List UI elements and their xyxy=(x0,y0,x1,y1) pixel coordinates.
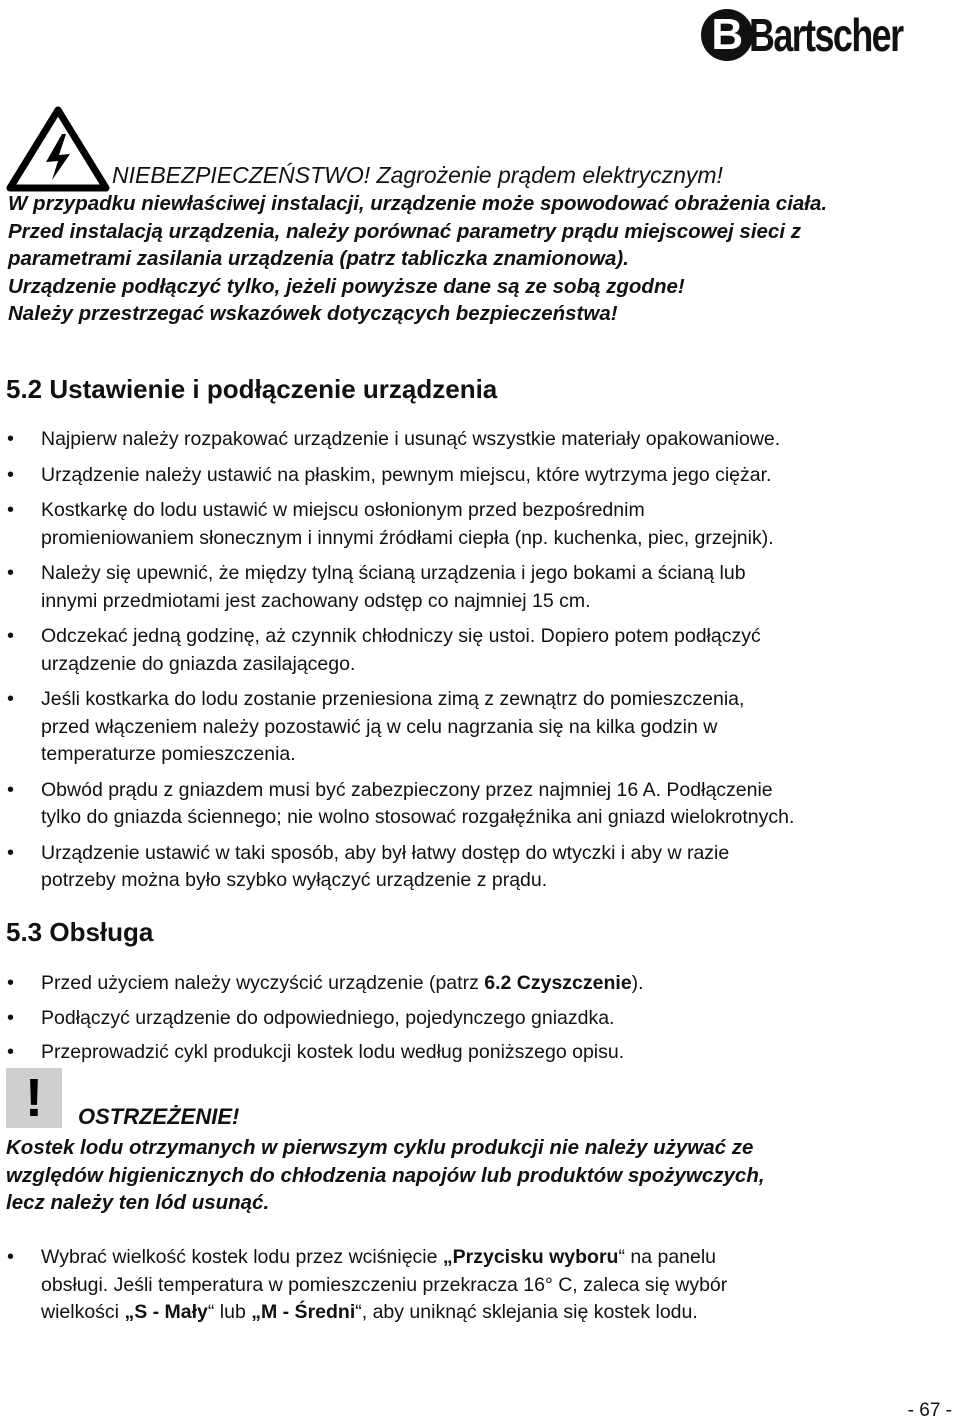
button-reference: „Przycisku wyboru xyxy=(442,1246,619,1268)
danger-body xyxy=(8,190,958,328)
warning-line: Kostek lodu otrzymanych w pierwszym cyklu produkcji nie należy używać ze xyxy=(6,1136,754,1159)
list-item: • Najpierw należy rozpakować urządzenie i usunąć wszystkie materiały opakowaniowe. xyxy=(0,426,950,454)
danger-line: Należy przestrzegać wskazówek dotyczących bezpieczeństwa! xyxy=(8,302,618,325)
size-option-medium: „M - Średni xyxy=(251,1301,356,1323)
brand-logo xyxy=(701,6,946,64)
section-heading-5-3: 5.3 Obsługa xyxy=(6,917,154,947)
warning-line: lecz należy ten lód usunąć. xyxy=(6,1191,270,1214)
danger-line: Urządzenie podłączyć tylko, jeżeli powyższe dane są ze sobą zgodne! xyxy=(8,274,685,298)
list-item: • Przed użyciem należy wyczyścić urządzenie (patrz 6.2 Czyszczenie). xyxy=(0,970,950,998)
cross-reference: 6.2 Czyszczenie xyxy=(484,972,632,994)
list-item: • Podłączyć urządzenie do odpowiedniego, pojedynczego gniazdka. xyxy=(0,1005,950,1033)
operation-list xyxy=(0,970,950,1067)
danger-line: W przypadku niewłaściwej instalacji, urządzenie może spowodować obrażenia ciała. xyxy=(8,192,828,215)
list-item: • Jeśli kostkarka do lodu zostanie przeniesiona zimą z zewnątrz do pomieszczenia, przed włączeniem należy pozostawić ją w celu nagrzania się na kilka godzin w temperaturze pomieszczenia. xyxy=(0,686,950,769)
list-item: • Kostkarkę do lodu ustawić w miejscu osłonionym przed bezpośrednim promieniowaniem słonecznym i innymi źródłami ciepła (np. kuchenka, piec, grzejnik). xyxy=(0,497,950,552)
list-item: • Urządzenie ustawić w taki sposób, aby był łatwy dostęp do wtyczki i aby w razie potrzeby można było szybko wyłączyć urządzenie z prądu. xyxy=(0,840,950,895)
setup-list xyxy=(0,426,950,895)
danger-title: NIEBEZPIECZEŃSTWO! Zagrożenie prądem elektrycznym! xyxy=(112,162,723,188)
brand-logo-mark: B xyxy=(701,9,753,61)
danger-line: parametrami zasilania urządzenia (patrz tabliczka znamionowa). xyxy=(8,247,629,270)
list-item: • Obwód prądu z gniazdem musi być zabezpieczony przez najmniej 16 A. Podłączenie tylko do gniazda ściennego; nie wolno stosować rozgałęźnika ani gniazd wielokrotnych. xyxy=(0,777,950,832)
size-option-small: „S - Mały xyxy=(124,1301,208,1323)
exclamation-icon: ! xyxy=(6,1068,62,1128)
list-item: • Przeprowadzić cykl produkcji kostek lodu według poniższego opisu. xyxy=(0,1039,950,1067)
section-heading-5-2: 5.2 Ustawienie i podłączenie urządzenia xyxy=(6,374,498,404)
size-selection-list xyxy=(0,1244,950,1327)
list-item: • Odczekać jedną godzinę, aż czynnik chłodniczy się ustoi. Dopiero potem podłączyć urządzenie do gniazda zasilającego. xyxy=(0,623,950,678)
warning-line: względów higienicznych do chłodzenia napojów lub produktów spożywczych, xyxy=(6,1163,765,1187)
warning-title: OSTRZEŻENIE! xyxy=(78,1104,240,1129)
warning-body xyxy=(6,1134,956,1217)
page-number: - 67 - xyxy=(907,1400,952,1421)
list-item: • Urządzenie należy ustawić na płaskim, pewnym miejscu, które wytrzyma jego ciężar. xyxy=(0,462,950,490)
brand-logo-text: Bartscher xyxy=(749,9,903,61)
list-item: • Należy się upewnić, że między tylną ścianą urządzenia i jego bokami a ścianą lub innymi przedmiotami jest zachowany odstęp co najmniej 15 cm. xyxy=(0,560,950,615)
electric-hazard-icon xyxy=(6,104,110,194)
list-item: • Wybrać wielkość kostek lodu przez wciśnięcie „Przycisku wyboru“ na panelu obsługi. Jeśli temperatura w pomieszczeniu przekracza 16° C, zaleca się wybór wielkości „S - Mały“ lub „M - Średni“, aby uniknąć sklejania się kostek lodu. xyxy=(0,1244,950,1327)
danger-line: Przed instalacją urządzenia, należy porównać parametry prądu miejscowej sieci z xyxy=(8,219,801,243)
